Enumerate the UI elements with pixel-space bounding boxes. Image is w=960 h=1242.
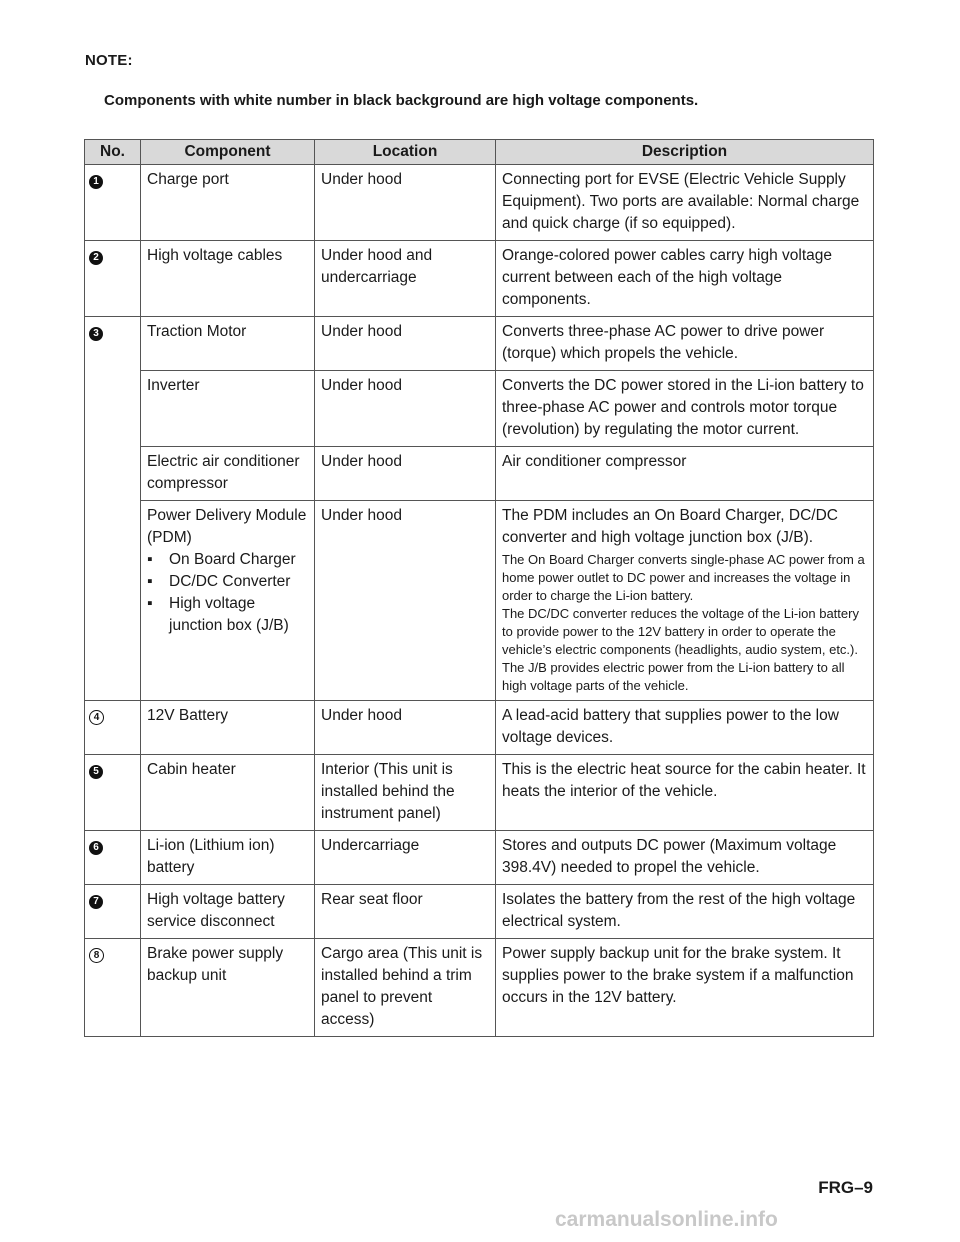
note-title: NOTE: [85,52,133,69]
table-row [85,447,874,501]
table-row [85,831,874,885]
pdm-note-jb: The J/B provides electric power from the Li-ion battery to all high voltage parts of the vehicle. [502,660,845,693]
location-cell: Under hood [315,701,496,755]
hv-number-badge: 6 [89,841,103,855]
location-cell: Under hood [315,165,496,241]
component-cell: Traction Motor [141,317,315,371]
pdm-bullet [147,593,308,637]
table-row [85,317,874,371]
row-number [85,939,141,1037]
description-cell: Converts three-phase AC power to drive power (torque) which propels the vehicle. [496,317,874,371]
header-description: Description [496,140,874,165]
table-row [85,755,874,831]
table-row [85,885,874,939]
description-cell: Converts the DC power stored in the Li-ion battery to three-phase AC power and controls motor torque (revolution) by regulating the motor current. [496,371,874,447]
component-cell: Li-ion (Lithium ion) battery [141,831,315,885]
row-number [85,241,141,317]
hv-number-badge: 1 [89,175,103,189]
location-cell: Cargo area (This unit is installed behind a trim panel to prevent access) [315,939,496,1037]
description-cell: Air conditioner compressor [496,447,874,501]
location-cell: Under hood [315,501,496,701]
description-cell: Isolates the battery from the rest of the high voltage electrical system. [496,885,874,939]
table-row [85,939,874,1037]
row-number [85,165,141,241]
table-row [85,501,874,701]
pdm-note-charger: The On Board Charger converts single-phase AC power from a home power outlet to DC power and increases the voltage in order to charge the Li-ion battery. [502,552,865,603]
table-header-row [85,140,874,165]
pdm-bullet [147,571,308,593]
row-number [85,317,141,371]
header-location: Location [315,140,496,165]
lv-number-badge: 4 [89,710,104,725]
location-cell: Under hood [315,371,496,447]
location-cell: Undercarriage [315,831,496,885]
row-number [85,755,141,831]
table-row [85,241,874,317]
pdm-bullet [147,549,308,571]
pdm-bullet-text: On Board Charger [169,551,296,568]
hv-number-badge: 2 [89,251,103,265]
pdm-note-dcdc: The DC/DC converter reduces the voltage of the Li-ion battery to provide power to the 12V battery in order to operate the vehicle’s electric components (headlights, audio system, etc.). [502,606,859,657]
components-table [84,139,874,1037]
table-row [85,371,874,447]
description-cell: Stores and outputs DC power (Maximum voltage 398.4V) needed to propel the vehicle. [496,831,874,885]
row-number [85,701,141,755]
location-cell: Interior (This unit is installed behind the instrument panel) [315,755,496,831]
description-cell: Connecting port for EVSE (Electric Vehicle Supply Equipment). Two ports are available: Normal charge and quick charge (if so equipped). [496,165,874,241]
lv-number-badge: 8 [89,948,104,963]
header-no: No. [85,140,141,165]
pdm-title: Power Delivery Module (PDM) [147,507,307,546]
table-row [85,701,874,755]
component-cell: Charge port [141,165,315,241]
description-cell: A lead-acid battery that supplies power to the low voltage devices. [496,701,874,755]
row-number-empty [85,371,141,447]
row-number-empty [85,447,141,501]
description-cell: Power supply backup unit for the brake system. It supplies power to the brake system if a malfunction occurs in the 12V battery. [496,939,874,1037]
header-component: Component [141,140,315,165]
component-cell: Brake power supply backup unit [141,939,315,1037]
hv-number-badge: 7 [89,895,103,909]
table-row [85,165,874,241]
hv-number-badge: 3 [89,327,103,341]
location-cell: Rear seat floor [315,885,496,939]
location-cell: Under hood and undercarriage [315,241,496,317]
location-cell: Under hood [315,317,496,371]
page-number: FRG–9 [818,1178,873,1197]
component-cell: Cabin heater [141,755,315,831]
hv-number-badge: 5 [89,765,103,779]
component-cell: 12V Battery [141,701,315,755]
pdm-bullet-text: High voltage junction box (J/B) [169,595,289,634]
component-cell: High voltage battery service disconnect [141,885,315,939]
bullet-icon: ▪ [147,573,153,590]
component-cell: Inverter [141,371,315,447]
pdm-bullet-text: DC/DC Converter [169,573,291,590]
description-cell [496,501,874,701]
component-cell: High voltage cables [141,241,315,317]
row-number-empty [85,501,141,701]
description-cell: Orange-colored power cables carry high voltage current between each of the high voltage components. [496,241,874,317]
description-cell: This is the electric heat source for the cabin heater. It heats the interior of the vehicle. [496,755,874,831]
location-cell: Under hood [315,447,496,501]
component-cell: Electric air conditioner compressor [141,447,315,501]
pdm-description: The PDM includes an On Board Charger, DC/DC converter and high voltage junction box (J/B). [502,507,838,546]
bullet-icon: ▪ [147,551,153,568]
component-cell [141,501,315,701]
note-text: Components with white number in black background are high voltage components. [104,92,699,109]
bullet-icon: ▪ [147,595,153,612]
row-number [85,885,141,939]
watermark: carmanualsonline.info [555,1208,778,1231]
row-number [85,831,141,885]
